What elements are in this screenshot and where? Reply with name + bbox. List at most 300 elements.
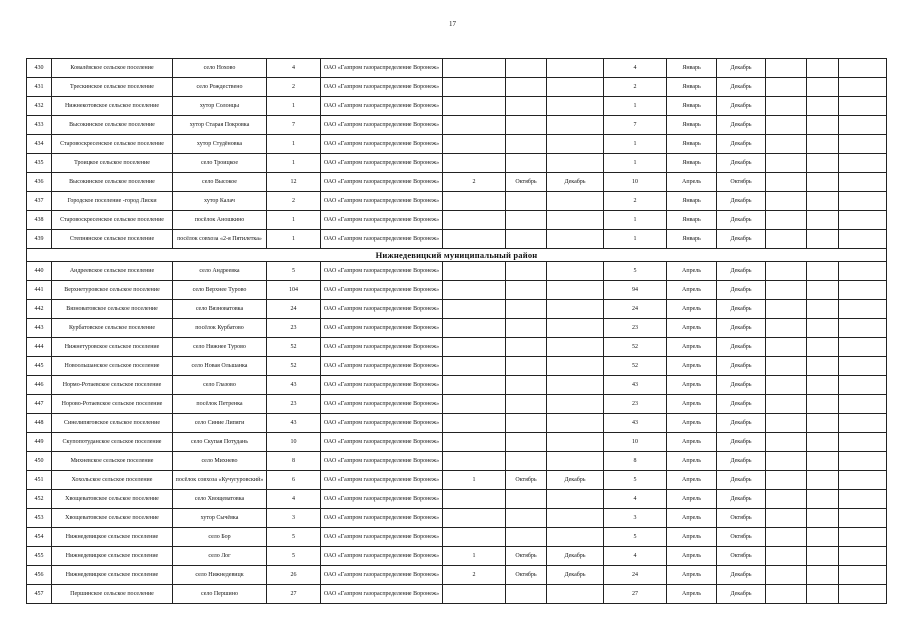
table-row xyxy=(27,300,887,319)
table-cell: Старовоскресенское сельское поселение xyxy=(52,211,173,230)
table-cell: Декабрь xyxy=(717,452,766,471)
table-cell: Ковалёвское сельское поселение xyxy=(52,59,173,78)
table-cell xyxy=(807,154,839,173)
table-cell: ОАО «Газпром газораспределение Воронеж» xyxy=(321,376,443,395)
table-cell: ОАО «Газпром газораспределение Воронеж» xyxy=(321,490,443,509)
table-cell xyxy=(839,78,887,97)
table-row xyxy=(27,452,887,471)
table-cell xyxy=(839,230,887,249)
table-cell: Андреевское сельское поселение xyxy=(52,262,173,281)
table-cell xyxy=(766,173,807,192)
table-cell xyxy=(443,211,506,230)
table-cell xyxy=(807,433,839,452)
table-cell xyxy=(839,192,887,211)
table-row xyxy=(27,471,887,490)
table-cell xyxy=(766,528,807,547)
table-cell xyxy=(547,414,604,433)
section-header-block xyxy=(27,249,887,262)
table-cell xyxy=(443,300,506,319)
section-header-row xyxy=(27,249,887,262)
table-cell xyxy=(839,173,887,192)
table-cell xyxy=(807,357,839,376)
table-cell xyxy=(506,281,547,300)
table-cell xyxy=(839,566,887,585)
table-cell: 457 xyxy=(27,585,52,604)
table-cell xyxy=(443,376,506,395)
table-cell: Январь xyxy=(667,211,717,230)
table-cell: Нормо-Ротаевское сельское поселение xyxy=(52,376,173,395)
table-cell: 1 xyxy=(443,547,506,566)
table-cell: Октябрь xyxy=(506,547,547,566)
table-cell: Декабрь xyxy=(717,116,766,135)
table-cell: 1 xyxy=(604,154,667,173)
table-cell xyxy=(547,230,604,249)
table-cell: 1 xyxy=(604,135,667,154)
table-cell xyxy=(506,319,547,338)
table-cell: Январь xyxy=(667,135,717,154)
table-cell xyxy=(807,585,839,604)
table-cell: 43 xyxy=(604,414,667,433)
table-cell xyxy=(443,135,506,154)
table-cell xyxy=(839,414,887,433)
table-cell: 43 xyxy=(267,376,321,395)
table-row xyxy=(27,357,887,376)
table-cell xyxy=(766,116,807,135)
table-cell: село Хвощеватовка xyxy=(173,490,267,509)
table-cell: Декабрь xyxy=(717,395,766,414)
table-cell xyxy=(807,192,839,211)
table-cell xyxy=(807,452,839,471)
table-cell xyxy=(839,547,887,566)
table-cell: 52 xyxy=(267,338,321,357)
table-cell xyxy=(807,300,839,319)
table-cell xyxy=(807,528,839,547)
table-cell xyxy=(506,154,547,173)
table-cell: Курбатовское сельское поселение xyxy=(52,319,173,338)
table-cell: 104 xyxy=(267,281,321,300)
table-cell: ОАО «Газпром газораспределение Воронеж» xyxy=(321,338,443,357)
table-cell xyxy=(766,78,807,97)
table-cell xyxy=(547,192,604,211)
table-row xyxy=(27,97,887,116)
table-cell: 451 xyxy=(27,471,52,490)
table-cell: 43 xyxy=(604,376,667,395)
table-cell xyxy=(766,192,807,211)
table-cell xyxy=(547,154,604,173)
table-cell: Октябрь xyxy=(717,173,766,192)
table-cell xyxy=(766,319,807,338)
table-cell: ОАО «Газпром газораспределение Воронеж» xyxy=(321,395,443,414)
table-row xyxy=(27,59,887,78)
table-cell: 52 xyxy=(604,338,667,357)
table-cell: Нижнетуровское сельское поселение xyxy=(52,338,173,357)
table-cell: 455 xyxy=(27,547,52,566)
table-cell: Апрель xyxy=(667,338,717,357)
table-cell: 434 xyxy=(27,135,52,154)
table-cell: посёлок совхоза «Кучугуровский» xyxy=(173,471,267,490)
table-cell: 10 xyxy=(604,173,667,192)
table-cell: Декабрь xyxy=(717,338,766,357)
table-cell: 5 xyxy=(604,471,667,490)
table-cell: Апрель xyxy=(667,509,717,528)
table-cell xyxy=(443,414,506,433)
table-cell: Вязноватовское сельское поселение xyxy=(52,300,173,319)
table-cell xyxy=(547,59,604,78)
table-cell: 438 xyxy=(27,211,52,230)
table-cell: Декабрь xyxy=(717,192,766,211)
table-cell: Декабрь xyxy=(717,490,766,509)
table-cell: Декабрь xyxy=(717,471,766,490)
table-cell xyxy=(839,262,887,281)
table-cell: хутор Сычёвка xyxy=(173,509,267,528)
table-cell xyxy=(839,433,887,452)
table-cell: 2 xyxy=(443,566,506,585)
table-cell xyxy=(839,116,887,135)
table-cell xyxy=(506,192,547,211)
table-cell: 4 xyxy=(604,490,667,509)
table-cell xyxy=(807,566,839,585)
table-cell: Высокинское сельское поселение xyxy=(52,116,173,135)
table-cell xyxy=(506,490,547,509)
table-cell xyxy=(766,281,807,300)
table-cell: Октябрь xyxy=(717,547,766,566)
table-cell xyxy=(506,509,547,528)
table-cell: 436 xyxy=(27,173,52,192)
table-cell xyxy=(506,452,547,471)
table-row xyxy=(27,319,887,338)
table-cell: 10 xyxy=(604,433,667,452)
table-cell: 12 xyxy=(267,173,321,192)
table-cell: 23 xyxy=(604,395,667,414)
table-cell: Нижнедевицкое сельское поселение xyxy=(52,547,173,566)
table-cell: 10 xyxy=(267,433,321,452)
table-cell: 2 xyxy=(443,173,506,192)
table-cell xyxy=(839,471,887,490)
table-cell: 1 xyxy=(267,230,321,249)
table-cell xyxy=(547,338,604,357)
table-cell: ОАО «Газпром газораспределение Воронеж» xyxy=(321,281,443,300)
table-cell: 430 xyxy=(27,59,52,78)
table-cell: ОАО «Газпром газораспределение Воронеж» xyxy=(321,154,443,173)
table-cell: село Нижнее Турово xyxy=(173,338,267,357)
table-cell: ОАО «Газпром газораспределение Воронеж» xyxy=(321,173,443,192)
table-cell xyxy=(807,547,839,566)
table-cell: Декабрь xyxy=(717,357,766,376)
table-cell xyxy=(547,395,604,414)
table-cell: 23 xyxy=(267,319,321,338)
table-cell: Высокинское сельское поселение xyxy=(52,173,173,192)
table-cell: ОАО «Газпром газораспределение Воронеж» xyxy=(321,566,443,585)
table-cell: Декабрь xyxy=(717,376,766,395)
table-cell: Михневское сельское поселение xyxy=(52,452,173,471)
table-cell: село Высокое xyxy=(173,173,267,192)
table-cell: 1 xyxy=(267,97,321,116)
table-cell xyxy=(766,566,807,585)
table-cell xyxy=(839,319,887,338)
table-cell: ОАО «Газпром газораспределение Воронеж» xyxy=(321,230,443,249)
table-cell xyxy=(443,585,506,604)
table-row xyxy=(27,338,887,357)
table-cell xyxy=(443,97,506,116)
table-cell: Декабрь xyxy=(547,173,604,192)
table-cell: 2 xyxy=(267,78,321,97)
table-cell: Декабрь xyxy=(717,585,766,604)
table-cell: Скупопотуданское сельское поселение xyxy=(52,433,173,452)
table-cell: Верхнетуровское сельское поселение xyxy=(52,281,173,300)
table-cell: Декабрь xyxy=(717,433,766,452)
table-row xyxy=(27,414,887,433)
table-cell: 431 xyxy=(27,78,52,97)
table-cell: 52 xyxy=(604,357,667,376)
table-cell: Декабрь xyxy=(717,319,766,338)
table-cell: 1 xyxy=(267,154,321,173)
table-cell xyxy=(766,395,807,414)
table-cell xyxy=(506,338,547,357)
table-cell: 5 xyxy=(604,528,667,547)
table-cell: Декабрь xyxy=(717,566,766,585)
table-cell xyxy=(766,414,807,433)
table-cell: Новоольшанское сельское поселение xyxy=(52,357,173,376)
table-cell: село Глазово xyxy=(173,376,267,395)
table-cell: Декабрь xyxy=(717,135,766,154)
table-cell: 453 xyxy=(27,509,52,528)
table-cell: Январь xyxy=(667,230,717,249)
table-cell xyxy=(807,78,839,97)
table-cell: ОАО «Газпром газораспределение Воронеж» xyxy=(321,211,443,230)
table-cell xyxy=(547,452,604,471)
table-cell: село Андреевка xyxy=(173,262,267,281)
table-cell: 27 xyxy=(267,585,321,604)
table-cell: хутор Солонцы xyxy=(173,97,267,116)
table-cell xyxy=(547,211,604,230)
table-cell xyxy=(443,192,506,211)
table-row xyxy=(27,135,887,154)
table-cell xyxy=(443,338,506,357)
table-cell xyxy=(506,97,547,116)
table-row xyxy=(27,509,887,528)
table-cell: Апрель xyxy=(667,528,717,547)
table-cell xyxy=(443,116,506,135)
table-cell xyxy=(443,357,506,376)
table-cell: ОАО «Газпром газораспределение Воронеж» xyxy=(321,262,443,281)
table-cell xyxy=(443,319,506,338)
table-cell xyxy=(807,414,839,433)
table-cell: ОАО «Газпром газораспределение Воронеж» xyxy=(321,452,443,471)
table-cell: село Рождествено xyxy=(173,78,267,97)
table-row xyxy=(27,490,887,509)
table-row xyxy=(27,281,887,300)
table-cell: Октябрь xyxy=(717,509,766,528)
table-cell xyxy=(807,230,839,249)
table-cell: Апрель xyxy=(667,395,717,414)
table-cell: Январь xyxy=(667,97,717,116)
table-cell: 444 xyxy=(27,338,52,357)
table-row xyxy=(27,230,887,249)
table-cell: 2 xyxy=(267,192,321,211)
table-cell xyxy=(506,528,547,547)
table-row xyxy=(27,192,887,211)
table-cell: 24 xyxy=(604,300,667,319)
table-cell xyxy=(547,116,604,135)
table-cell: село Першино xyxy=(173,585,267,604)
table-cell: 8 xyxy=(267,452,321,471)
table-cell: 5 xyxy=(267,528,321,547)
table-cell xyxy=(807,281,839,300)
table-row xyxy=(27,528,887,547)
rows-after-section xyxy=(27,262,887,604)
table-cell: Апрель xyxy=(667,357,717,376)
table-cell: Январь xyxy=(667,78,717,97)
table-cell xyxy=(506,414,547,433)
table-cell xyxy=(839,490,887,509)
table-cell: Декабрь xyxy=(717,281,766,300)
table-cell xyxy=(443,433,506,452)
table-cell xyxy=(547,585,604,604)
table-cell: село Троицкое xyxy=(173,154,267,173)
table-cell xyxy=(443,154,506,173)
table-cell xyxy=(839,97,887,116)
table-cell xyxy=(839,59,887,78)
table-cell: село Верхнее Турово xyxy=(173,281,267,300)
table-cell: Декабрь xyxy=(547,471,604,490)
table-cell: Трескинское сельское поселение xyxy=(52,78,173,97)
table-cell xyxy=(506,59,547,78)
table-cell: Старовоскресенское сельское поселение xyxy=(52,135,173,154)
table-cell: 52 xyxy=(267,357,321,376)
table-cell xyxy=(766,490,807,509)
table-cell: 452 xyxy=(27,490,52,509)
table-cell: посёлок Петренка xyxy=(173,395,267,414)
table-cell: ОАО «Газпром газораспределение Воронеж» xyxy=(321,357,443,376)
table-cell: Январь xyxy=(667,192,717,211)
table-cell: Декабрь xyxy=(717,97,766,116)
table-cell: Хвощеватовское сельское поселение xyxy=(52,509,173,528)
table-cell xyxy=(547,357,604,376)
table-cell xyxy=(443,59,506,78)
table-cell xyxy=(547,433,604,452)
table-cell: хутор Студёновка xyxy=(173,135,267,154)
table-cell: 3 xyxy=(267,509,321,528)
table-cell: 7 xyxy=(267,116,321,135)
table-cell: ОАО «Газпром газораспределение Воронеж» xyxy=(321,192,443,211)
table-cell xyxy=(443,509,506,528)
table-cell xyxy=(807,376,839,395)
table-cell: Октябрь xyxy=(506,566,547,585)
table-cell: Январь xyxy=(667,154,717,173)
table-cell xyxy=(839,357,887,376)
table-cell: ОАО «Газпром газораспределение Воронеж» xyxy=(321,471,443,490)
table-cell: ОАО «Газпром газораспределение Воронеж» xyxy=(321,116,443,135)
table-row xyxy=(27,585,887,604)
table-cell: 435 xyxy=(27,154,52,173)
table-cell: село Лог xyxy=(173,547,267,566)
table-cell xyxy=(506,585,547,604)
table-cell: Троицкое сельское поселение xyxy=(52,154,173,173)
table-cell xyxy=(766,509,807,528)
table-cell xyxy=(443,490,506,509)
table-row xyxy=(27,154,887,173)
table-cell xyxy=(547,319,604,338)
table-cell xyxy=(547,262,604,281)
table-cell xyxy=(839,528,887,547)
table-cell xyxy=(766,338,807,357)
table-cell xyxy=(547,509,604,528)
table-cell: Декабрь xyxy=(717,300,766,319)
table-cell: 4 xyxy=(267,490,321,509)
table-cell xyxy=(443,230,506,249)
table-cell: Декабрь xyxy=(717,230,766,249)
table-cell: посёлок Аношкино xyxy=(173,211,267,230)
table-cell: 1 xyxy=(267,135,321,154)
table-cell xyxy=(807,262,839,281)
table-cell: Хохольское сельское поселение xyxy=(52,471,173,490)
table-cell: 441 xyxy=(27,281,52,300)
table-cell xyxy=(839,135,887,154)
table-row xyxy=(27,395,887,414)
table-cell xyxy=(443,395,506,414)
table-cell xyxy=(766,97,807,116)
table-cell: Апрель xyxy=(667,471,717,490)
table-cell xyxy=(839,395,887,414)
table-cell: 5 xyxy=(267,547,321,566)
table-cell: 4 xyxy=(604,547,667,566)
table-cell: 26 xyxy=(267,566,321,585)
table-cell: 2 xyxy=(604,192,667,211)
table-cell xyxy=(547,376,604,395)
table-cell xyxy=(839,211,887,230)
table-cell: 437 xyxy=(27,192,52,211)
table-cell xyxy=(807,59,839,78)
table-cell: 8 xyxy=(604,452,667,471)
table-cell xyxy=(807,116,839,135)
table-cell xyxy=(807,471,839,490)
table-cell: село Синие Липяги xyxy=(173,414,267,433)
table-cell: посёлок совхоза «2-я Пятилетка» xyxy=(173,230,267,249)
table-cell xyxy=(547,78,604,97)
table-cell: 432 xyxy=(27,97,52,116)
table-cell: 440 xyxy=(27,262,52,281)
table-cell: Апрель xyxy=(667,300,717,319)
table-cell xyxy=(506,433,547,452)
table-cell xyxy=(506,376,547,395)
table-row xyxy=(27,566,887,585)
table-cell xyxy=(766,357,807,376)
table-cell xyxy=(506,135,547,154)
table-cell: Декабрь xyxy=(547,566,604,585)
table-cell: 23 xyxy=(267,395,321,414)
table-cell: Синелипяговское сельское поселение xyxy=(52,414,173,433)
table-cell xyxy=(443,452,506,471)
table-cell xyxy=(766,230,807,249)
table-cell: 1 xyxy=(267,211,321,230)
table-cell xyxy=(443,78,506,97)
table-cell: ОАО «Газпром газораспределение Воронеж» xyxy=(321,433,443,452)
table-cell: село Нижнедевицк xyxy=(173,566,267,585)
table-cell xyxy=(839,452,887,471)
table-cell: 454 xyxy=(27,528,52,547)
table-cell xyxy=(506,116,547,135)
table-cell: 6 xyxy=(267,471,321,490)
table-cell: 2 xyxy=(604,78,667,97)
table-cell: Нижнекотовское сельское поселение xyxy=(52,97,173,116)
table-cell: 439 xyxy=(27,230,52,249)
table-cell: ОАО «Газпром газораспределение Воронеж» xyxy=(321,509,443,528)
table-cell: Декабрь xyxy=(717,414,766,433)
table-cell xyxy=(807,509,839,528)
table-cell xyxy=(839,281,887,300)
table-cell xyxy=(506,357,547,376)
table-cell: 445 xyxy=(27,357,52,376)
